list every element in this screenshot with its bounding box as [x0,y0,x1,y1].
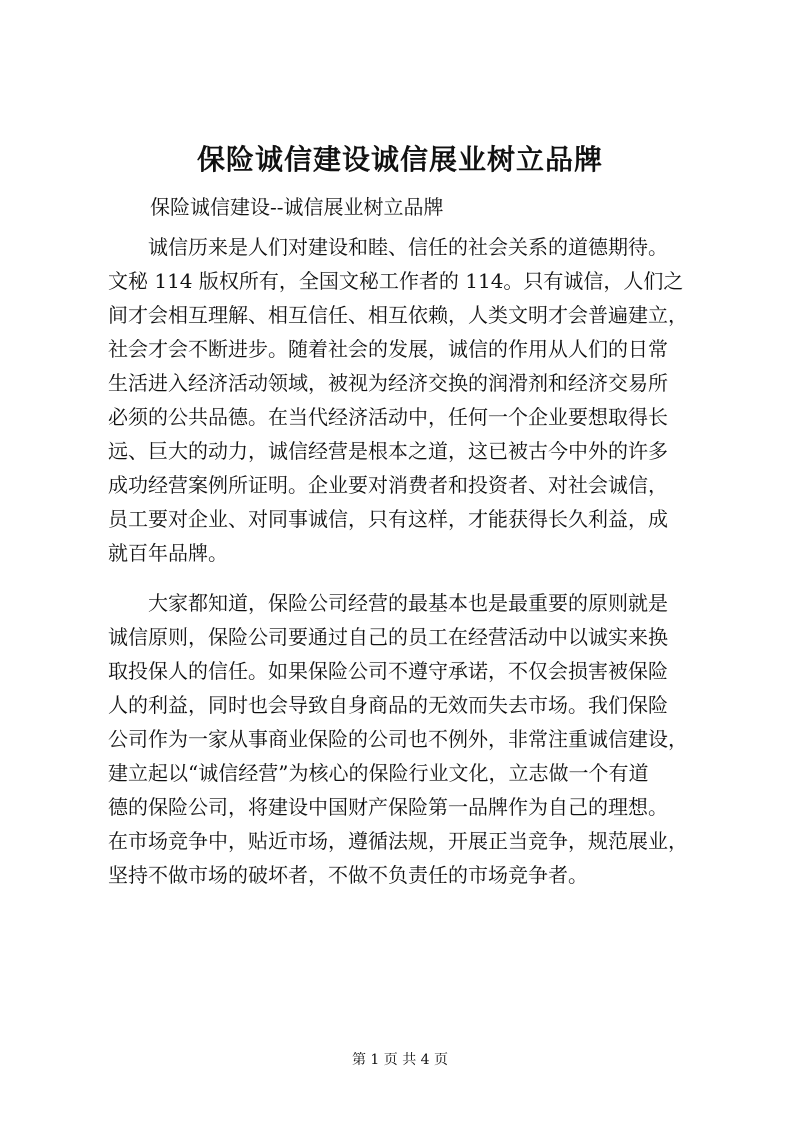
paragraph-line: 文秘 114 版权所有，全国文秘工作者的 114。只有诚信，人们之 [108,269,684,293]
paragraph-line: 德的保险公司，将建设中国财产保险第一品牌作为自己的理想。 [108,795,668,819]
paragraph-line: 间才会相互理解、相互信任、相互依赖，人类文明才会普遍建立， [108,303,688,327]
paragraph-2 [108,586,708,892]
paragraph-line: 人的利益，同时也会导致自身商品的无效而失去市场。我们保险 [108,693,668,717]
paragraph-line: 诚信历来是人们对建设和睦、信任的社会关系的道德期待。 [148,235,668,259]
paragraph-1 [108,230,708,570]
paragraph-line: 建立起以“诚信经营”为核心的保险行业文化，立志做一个有道 [108,761,649,785]
paragraph-line: 取投保人的信任。如果保险公司不遵守承诺，不仅会损害被保险 [108,659,668,683]
paragraph-line: 公司作为一家从事商业保险的公司也不例外，非常注重诚信建设， [108,727,688,751]
paragraph-line: 在市场竞争中，贴近市场，遵循法规，开展正当竞争，规范展业， [108,829,688,853]
paragraph-line: 就百年品牌。 [108,541,228,565]
paragraph-line: 远、巨大的动力，诚信经营是根本之道，这已被古今中外的许多 [108,439,668,463]
paragraph-line: 必须的公共品德。在当代经济活动中，任何一个企业要想取得长 [108,405,668,429]
paragraph-line: 生活进入经济活动领域，被视为经济交换的润滑剂和经济交易所 [108,371,668,395]
paragraph-line: 社会才会不断进步。随着社会的发展，诚信的作用从人们的日常 [108,337,668,361]
paragraph-line: 坚持不做市场的破坏者，不做不负责任的市场竞争者。 [108,863,588,887]
document-title: 保险诚信建设诚信展业树立品牌 [196,143,603,176]
paragraph-line: 诚信原则，保险公司要通过自己的员工在经营活动中以诚实来换 [108,625,668,649]
page-footer: 第 1 页 共 4 页 [351,1052,449,1068]
paragraph-line: 员工要对企业、对同事诚信，只有这样，才能获得长久利益，成 [108,507,668,531]
document-subtitle: 保险诚信建设--诚信展业树立品牌 [150,195,444,219]
paragraph-line: 成功经营案例所证明。企业要对消费者和投资者、对社会诚信， [108,473,668,497]
document-body [108,230,708,908]
paragraph-line: 大家都知道，保险公司经营的最基本也是最重要的原则就是 [148,591,668,615]
